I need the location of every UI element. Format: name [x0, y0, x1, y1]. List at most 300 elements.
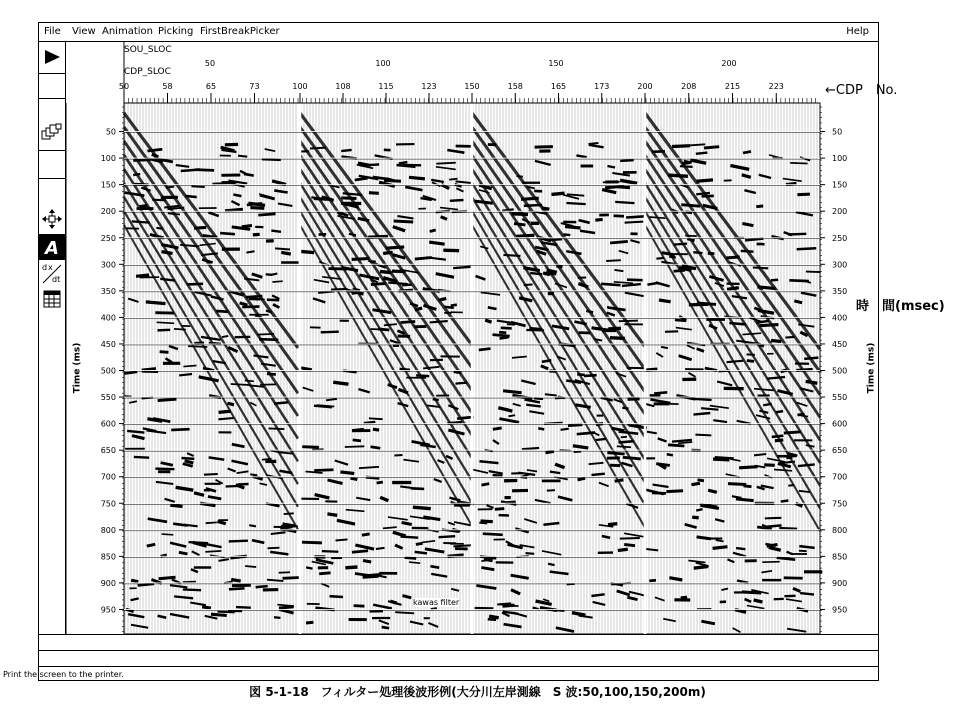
wavelet [267, 580, 283, 581]
wavelet [411, 488, 425, 489]
wavelet [275, 248, 290, 249]
wavelet [160, 352, 169, 353]
wavelet [188, 346, 207, 347]
wavelet [283, 578, 300, 579]
wavelet [538, 428, 544, 429]
wavelet [504, 255, 521, 256]
wavelet [665, 331, 678, 332]
wavelet [534, 398, 543, 399]
svg-text:x: x [47, 263, 53, 272]
wavelet [352, 551, 368, 552]
menu-help[interactable]: Help [846, 26, 869, 37]
wavelet [708, 490, 717, 492]
wavelet [608, 524, 617, 525]
menu-animation[interactable]: Animation [102, 26, 153, 37]
wavelet [431, 566, 440, 568]
wavelet [183, 590, 201, 591]
wavelet [606, 260, 621, 261]
y-tick-label: 800 [100, 525, 116, 535]
wavelet [499, 332, 506, 333]
wavelet [627, 280, 643, 281]
wavelet [697, 180, 714, 181]
wavelet [552, 193, 565, 194]
wavelet [284, 513, 294, 514]
wavelet [397, 165, 416, 167]
wavelet [319, 573, 330, 574]
wavelet [244, 174, 254, 176]
wavelet [170, 505, 182, 506]
wavelet [508, 415, 515, 416]
wavelet [619, 321, 638, 322]
wavelet [524, 285, 533, 286]
wavelet [455, 383, 467, 384]
wavelet [757, 287, 775, 289]
wavelet [806, 381, 818, 383]
y-tick-label: 350 [832, 286, 848, 296]
wavelet [806, 272, 821, 273]
wavelet [548, 564, 555, 565]
wavelet [185, 461, 194, 463]
y-tick-label: 450 [832, 339, 848, 349]
wavelet [345, 567, 357, 568]
time-axis-label-left: Time (ms) [72, 342, 83, 394]
cdp-sloc-label: CDP_SLOC [124, 67, 171, 77]
wavelet [211, 614, 227, 615]
wavelet [785, 337, 794, 338]
wavelet [652, 151, 665, 152]
wavelet [669, 578, 682, 580]
status-divider [38, 650, 879, 651]
wavelet [333, 382, 348, 384]
wavelet [649, 580, 656, 581]
wavelet [354, 606, 365, 607]
y-tick-label: 850 [100, 552, 116, 562]
wavelet [507, 502, 516, 503]
wavelet [174, 329, 186, 330]
wavelet [763, 404, 772, 405]
wavelet [269, 428, 285, 429]
wavelet [302, 542, 322, 543]
svg-text:A: A [44, 238, 59, 258]
wavelet [542, 208, 550, 209]
cdp-tick-label: 100 [292, 82, 308, 91]
sou-tick-label: 50 [204, 59, 216, 68]
wavelet [475, 201, 493, 203]
wavelet [250, 474, 257, 475]
wavelet [430, 321, 448, 322]
wavelet [493, 428, 502, 429]
wavelet [561, 429, 569, 430]
wavelet [171, 429, 189, 430]
wavelet [231, 384, 250, 385]
wavelet [217, 521, 225, 523]
wavelet [689, 304, 708, 305]
wavelet [341, 198, 356, 199]
wavelet [502, 209, 514, 210]
wavelet [493, 335, 510, 337]
wavelet [352, 292, 360, 293]
wavelet [134, 457, 149, 458]
wavelet [713, 459, 729, 460]
wavelet [608, 328, 621, 329]
wavelet [479, 349, 491, 350]
wavelet [781, 501, 789, 502]
wavelet [591, 594, 604, 596]
wavelet [610, 241, 628, 243]
y-tick-label: 500 [832, 366, 848, 376]
y-tick-label: 850 [832, 552, 848, 562]
svg-text:d: d [41, 263, 47, 272]
wavelet [617, 446, 631, 447]
wavelet [181, 170, 200, 172]
wavelet [329, 269, 348, 270]
cdp-tick-label: 65 [205, 82, 217, 91]
wavelet [371, 447, 381, 449]
time-axis-label-japanese: 時 間(msec) [856, 299, 945, 314]
wavelet [656, 258, 664, 259]
wavelet [268, 548, 280, 549]
wavelet [382, 627, 390, 628]
wavelet [267, 374, 276, 375]
wavelet [488, 619, 496, 620]
menu-file[interactable]: File [44, 26, 61, 37]
wavelet [578, 478, 586, 480]
wavelet [258, 214, 275, 215]
wavelet [747, 361, 754, 362]
wavelet [484, 559, 493, 560]
wavelet [430, 230, 436, 232]
wavelet [623, 457, 641, 459]
wavelet [744, 486, 752, 487]
wavelet [628, 399, 640, 400]
cdp-tick-label: 165 [550, 82, 567, 91]
y-tick-label: 450 [100, 339, 116, 349]
wavelet [543, 523, 559, 525]
wavelet [595, 219, 602, 220]
wavelet [136, 275, 149, 276]
y-tick-label: 250 [100, 233, 116, 243]
wavelet [179, 552, 188, 554]
wavelet [624, 544, 635, 545]
wavelet [157, 330, 170, 331]
wavelet [416, 543, 423, 544]
wavelet [249, 525, 256, 526]
wavelet [759, 325, 778, 326]
wavelet [687, 144, 705, 145]
y-tick-label: 400 [100, 313, 116, 323]
wavelet [530, 273, 542, 274]
wavelet [727, 288, 739, 290]
wavelet [592, 474, 605, 475]
y-tick-label: 200 [832, 207, 848, 217]
y-tick-label: 100 [832, 154, 848, 164]
wavelet [359, 467, 379, 468]
wavelet [771, 341, 781, 342]
wavelet [392, 271, 406, 272]
wavelet [626, 216, 646, 217]
y-tick-label: 600 [100, 419, 116, 429]
y-tick-label: 600 [832, 419, 848, 429]
wavelet [779, 528, 797, 529]
wavelet [524, 205, 542, 206]
wavelet [147, 544, 155, 546]
y-tick-label: 800 [832, 525, 848, 535]
wavelet [682, 162, 691, 164]
wavelet [652, 493, 666, 494]
wavelet [362, 534, 370, 535]
wavelet [788, 485, 794, 486]
wavelet [229, 541, 248, 542]
wavelet [341, 472, 355, 474]
wavelet [493, 475, 503, 476]
wavelet [512, 214, 528, 215]
wavelet [222, 336, 228, 337]
status-message: Print the screen to the printer. [3, 670, 124, 679]
wavelet [605, 186, 624, 188]
wavelet [242, 307, 259, 308]
wavelet [369, 418, 383, 419]
wavelet [728, 484, 746, 485]
wavelet [747, 354, 755, 355]
wavelet [488, 307, 497, 309]
y-tick-label: 950 [100, 605, 116, 615]
wavelet [444, 307, 453, 308]
wavelet [179, 374, 192, 375]
wavelet [622, 408, 628, 409]
wavelet [349, 234, 356, 235]
wavelet [371, 283, 386, 284]
wavelet [327, 514, 337, 516]
wavelet [352, 259, 370, 260]
cdp-tick-label: 58 [162, 82, 173, 91]
wavelet [373, 429, 379, 430]
wavelet [695, 435, 711, 436]
wavelet [341, 150, 351, 151]
wavelet [416, 375, 429, 376]
wavelet [147, 149, 162, 151]
wavelet [681, 205, 700, 207]
wavelet [607, 166, 615, 168]
wavelet [610, 338, 625, 339]
wavelet [694, 567, 708, 569]
wavelet [584, 375, 597, 376]
wavelet [567, 203, 586, 204]
wavelet [625, 222, 644, 223]
wavelet [800, 593, 814, 595]
wavelet [238, 484, 249, 485]
wavelet [620, 538, 640, 539]
cdp-tick-label: 123 [421, 82, 437, 91]
figure-caption: 図 5-1-18 フィルター処理後波形例(大分川左岸測線 S 波:50,100,150,200m) [249, 685, 706, 699]
cdp-tick-label: 150 [464, 82, 480, 91]
wavelet [696, 153, 708, 154]
wavelet [784, 432, 801, 433]
menu-view[interactable]: View [72, 26, 96, 37]
wavelet [517, 236, 534, 237]
wavelet [330, 596, 344, 597]
y-tick-label: 50 [832, 127, 843, 137]
wavelet [355, 178, 368, 180]
y-tick-label: 150 [832, 180, 848, 190]
wavelet [586, 311, 593, 313]
wavelet [618, 441, 633, 442]
wavelet [451, 305, 457, 306]
wavelet [383, 252, 393, 253]
wavelet [377, 482, 383, 483]
wavelet [620, 160, 634, 161]
menu-firstbreakpicker[interactable]: FirstBreakPicker [200, 26, 280, 37]
wavelet [799, 551, 807, 552]
wavelet [253, 234, 260, 235]
wavelet [394, 221, 414, 222]
wavelet [157, 322, 175, 323]
wavelet [704, 147, 719, 148]
filter-annotation: kawas filter [413, 598, 460, 607]
y-tick-label: 750 [100, 499, 116, 509]
wavelet [743, 152, 751, 153]
y-tick-label: 300 [100, 260, 116, 270]
wavelet [546, 451, 554, 452]
wavelet [753, 268, 768, 269]
wavelet [615, 480, 624, 481]
wavelet [306, 622, 314, 623]
y-tick-label: 550 [832, 393, 848, 403]
wavelet [741, 251, 754, 252]
wavelet [784, 578, 803, 579]
wavelet [742, 592, 761, 593]
wavelet [281, 453, 294, 454]
wavelet [649, 217, 665, 218]
wavelet [310, 148, 326, 149]
y-tick-label: 300 [832, 260, 848, 270]
wavelet [764, 525, 782, 527]
wavelet [646, 369, 658, 370]
wavelet [158, 399, 177, 400]
wavelet [390, 601, 396, 603]
wavelet [790, 163, 807, 164]
cdp-tick-label: 158 [507, 82, 523, 91]
cdp-tick-label: 115 [378, 82, 394, 91]
wavelet [736, 548, 745, 549]
wavelet [767, 377, 785, 379]
wavelet [194, 227, 206, 228]
wavelet [661, 347, 668, 348]
wavelet [681, 597, 687, 598]
wavelet [168, 213, 180, 214]
wavelet [331, 289, 347, 290]
wavelet [485, 320, 491, 322]
cdp-tick-label: 208 [681, 82, 697, 91]
wavelet [306, 567, 312, 568]
sou-sloc-label: SOU_SLOC [124, 45, 172, 55]
wavelet [156, 228, 163, 229]
wavelet [481, 484, 489, 486]
wavelet [659, 300, 671, 302]
wavelet [668, 445, 684, 446]
cdp-tick-label: 223 [768, 82, 784, 91]
wavelet [698, 480, 704, 481]
wavelet [517, 176, 523, 177]
wavelet [314, 470, 333, 471]
cdp-tick-label: 73 [249, 82, 260, 91]
wavelet [302, 447, 319, 448]
y-tick-label: 700 [100, 472, 116, 482]
wavelet [409, 177, 425, 179]
menu-picking[interactable]: Picking [158, 26, 194, 37]
wavelet [202, 607, 211, 608]
y-tick-label: 900 [832, 578, 848, 588]
y-tick-label: 500 [100, 366, 116, 376]
wavelet [281, 252, 291, 254]
wavelet [443, 250, 459, 251]
svg-text:dt: dt [51, 275, 60, 284]
wavelet [615, 270, 624, 271]
wavelet [602, 536, 610, 538]
wavelet [674, 244, 688, 245]
wavelet [689, 268, 696, 269]
sou-tick-label: 150 [548, 59, 564, 68]
wavelet [439, 298, 447, 300]
wavelet [401, 322, 416, 323]
wavelet [692, 517, 699, 518]
wavelet [729, 323, 746, 324]
wavelet [450, 200, 464, 201]
wavelet [187, 284, 203, 285]
wavelet [429, 242, 444, 244]
wavelet [436, 163, 455, 164]
wavelet [514, 224, 526, 225]
wavelet [124, 372, 137, 374]
wavelet [216, 311, 228, 312]
wavelet [273, 281, 283, 282]
wavelet [159, 577, 176, 579]
wavelet [205, 551, 221, 552]
cdp-tick-label: 215 [724, 82, 741, 91]
wavelet [226, 486, 242, 487]
wavelet [542, 360, 552, 362]
wavelet [402, 523, 412, 525]
wavelet [259, 339, 278, 340]
wavelet [181, 458, 194, 459]
wavelet [767, 545, 778, 547]
wavelet [246, 296, 262, 297]
wavelet [262, 459, 272, 460]
wavelet [361, 164, 380, 165]
wavelet [495, 509, 504, 510]
wavelet [231, 580, 241, 582]
wavelet [726, 257, 740, 258]
wavelet [654, 392, 667, 393]
wavelet [742, 224, 753, 226]
y-tick-label: 350 [100, 286, 116, 296]
wavelet [754, 454, 766, 455]
wavelet [233, 195, 241, 197]
wavelet [368, 236, 388, 237]
wavelet [577, 374, 585, 375]
wavelet [219, 411, 232, 412]
status-divider [38, 634, 879, 635]
wavelet [413, 507, 431, 509]
wavelet [256, 586, 268, 587]
wavelet [771, 280, 778, 281]
wavelet [481, 521, 493, 522]
time-axis-label-right: Time (ms) [866, 342, 877, 394]
wavelet [142, 368, 156, 370]
wavelet [794, 301, 802, 303]
wavelet [693, 252, 702, 253]
y-tick-label: 250 [832, 233, 848, 243]
wavelet [799, 491, 810, 492]
